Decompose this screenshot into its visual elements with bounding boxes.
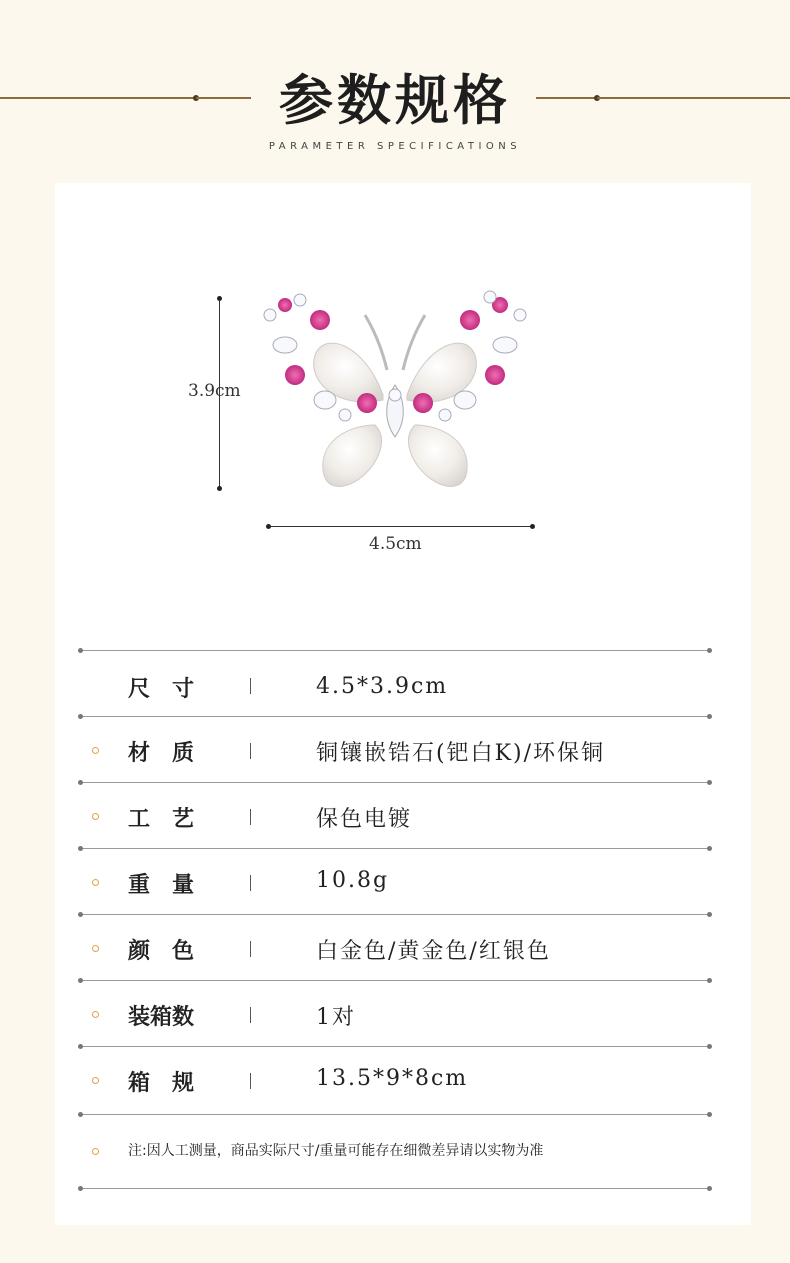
table-divider xyxy=(80,1188,710,1189)
spec-value: 1对 xyxy=(316,1005,356,1030)
table-row xyxy=(80,848,710,914)
bullet-icon xyxy=(92,879,99,886)
table-row xyxy=(80,782,710,848)
width-label: 4.5cm xyxy=(369,534,422,554)
table-row xyxy=(80,980,710,1046)
table-row xyxy=(80,716,710,782)
spec-separator xyxy=(250,743,251,759)
width-dimension-line xyxy=(268,526,533,527)
spec-separator xyxy=(250,1007,251,1023)
table-row xyxy=(80,914,710,980)
bullet-icon xyxy=(92,1011,99,1018)
spec-separator xyxy=(250,941,251,957)
spec-separator xyxy=(250,875,251,891)
bullet-icon xyxy=(92,1148,99,1155)
table-row xyxy=(80,650,710,716)
height-dimension-dot-bottom xyxy=(217,486,222,491)
spec-value: 白金色/黄金色/红银色 xyxy=(316,939,551,964)
spec-label: 重 量 xyxy=(128,872,195,898)
spec-value: 13.5*9*8cm xyxy=(316,1066,469,1091)
spec-value: 10.8g xyxy=(316,868,390,893)
spec-value: 4.5*3.9cm xyxy=(316,674,449,699)
spec-label: 材 质 xyxy=(128,740,195,766)
bullet-icon xyxy=(92,1077,99,1084)
spec-separator xyxy=(250,678,251,694)
spec-separator xyxy=(250,1073,251,1089)
spec-label: 装箱数 xyxy=(128,1004,195,1030)
spec-label: 颜 色 xyxy=(128,938,195,964)
spec-separator xyxy=(250,809,251,825)
measurement-note: 注:因人工测量，商品实际尺寸/重量可能存在细微差异请以实物为准 xyxy=(128,1143,544,1159)
page-title: 参数规格 xyxy=(279,68,511,132)
spec-label: 工 艺 xyxy=(128,806,195,832)
width-dimension-dot-left xyxy=(266,524,271,529)
page-header xyxy=(0,0,790,180)
page-subtitle: PARAMETER SPECIFICATIONS xyxy=(268,141,522,152)
height-dimension-dot-top xyxy=(217,296,222,301)
note-row xyxy=(80,1114,710,1188)
spec-label: 尺 寸 xyxy=(128,676,195,702)
spec-label: 箱 规 xyxy=(128,1070,195,1096)
bullet-icon xyxy=(92,747,99,754)
product-image xyxy=(255,285,535,500)
bullet-icon xyxy=(92,945,99,952)
width-dimension-dot-right xyxy=(530,524,535,529)
height-label: 3.9cm xyxy=(188,381,241,401)
table-row xyxy=(80,1046,710,1112)
bullet-icon xyxy=(92,813,99,820)
spec-value: 保色电镀 xyxy=(316,807,413,832)
spec-value: 铜镶嵌锆石(钯白K)/环保铜 xyxy=(316,741,606,766)
